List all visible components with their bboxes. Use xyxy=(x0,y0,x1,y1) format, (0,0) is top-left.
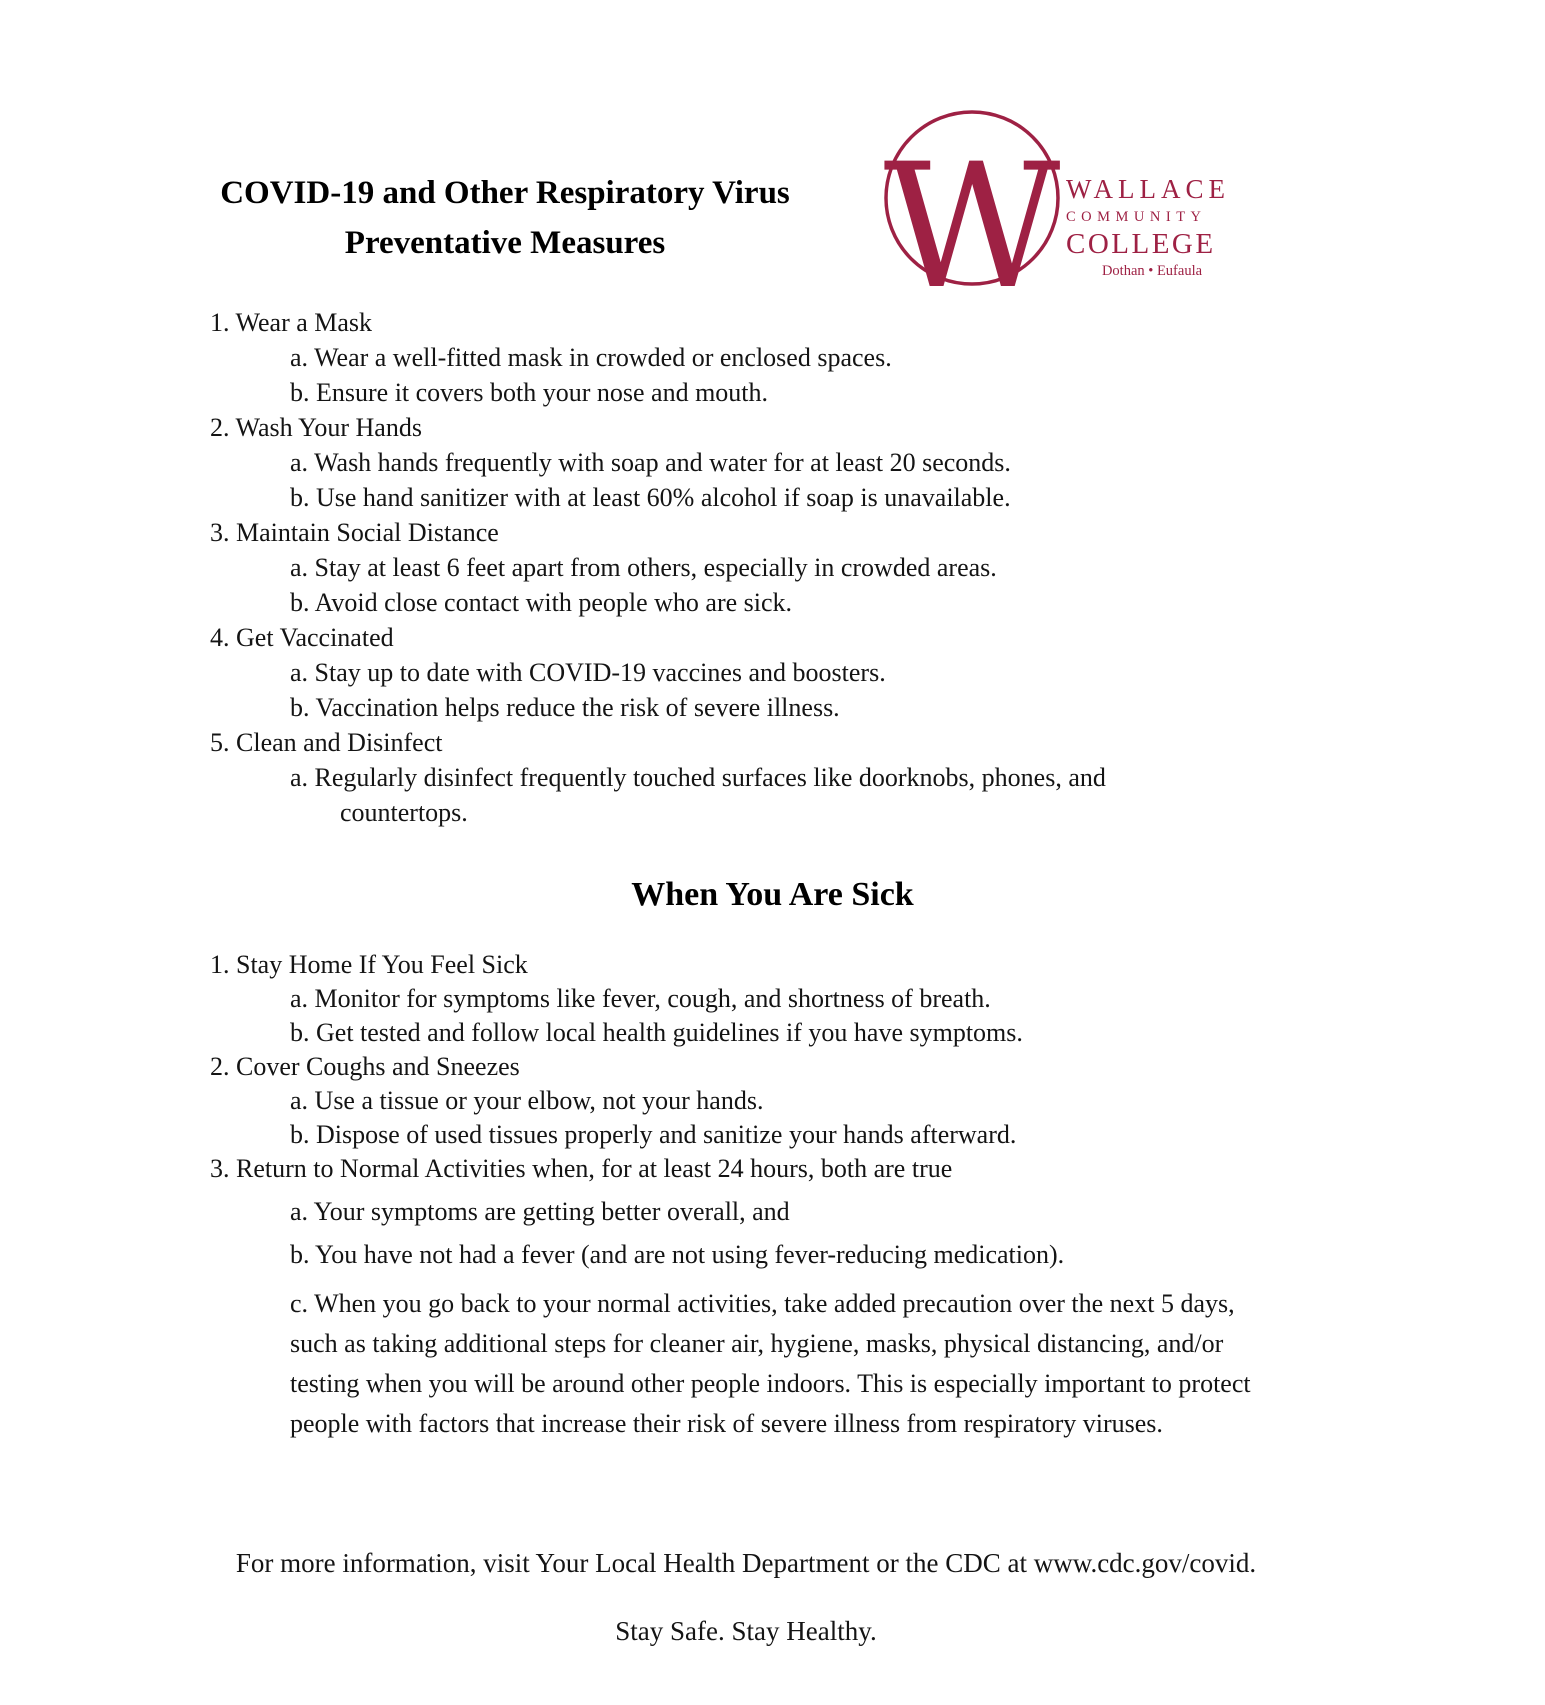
list-item: b. Dispose of used tissues properly and sanitize your hands afterward. xyxy=(290,1120,1017,1149)
list-item: 3. Maintain Social Distance xyxy=(210,518,499,547)
list-item: b. Ensure it covers both your nose and mouth. xyxy=(290,378,769,407)
logo-w-monogram-icon xyxy=(872,100,1072,327)
footer-info-text: For more information, visit Your Local Health Department or the CDC at www.cdc.gov/covid. xyxy=(235,1548,1257,1578)
list-item: a. Wear a well-fitted mask in crowded or enclosed spaces. xyxy=(290,343,892,372)
college-name-line3: COLLEGE xyxy=(1066,228,1216,260)
list-item: b. Get tested and follow local health guidelines if you have symptoms. xyxy=(290,1018,1023,1047)
list-item: a. Stay at least 6 feet apart from others, especially in crowded areas. xyxy=(290,553,997,582)
page-title-line2: Preventative Measures xyxy=(344,225,666,261)
college-logo xyxy=(872,100,1332,327)
college-wordmark xyxy=(1066,174,1248,280)
logo-monogram-letter: W xyxy=(883,126,1061,327)
list-item: a. Use a tissue or your elbow, not your hands. xyxy=(290,1086,764,1115)
list-item: b. Avoid close contact with people who are sick. xyxy=(290,588,793,617)
list-item: 4. Get Vaccinated xyxy=(210,623,394,652)
when-you-are-sick-list xyxy=(0,948,1545,1444)
footer-tagline-text: Stay Safe. Stay Healthy. xyxy=(615,1616,877,1646)
list-item: a. Regularly disinfect frequently touched surfaces like doorknobs, phones, and xyxy=(290,763,1106,792)
list-item: c. When you go back to your normal activities, take added precaution over the next 5 days, such as taking additional steps for cleaner air, hygiene, masks, physical distancing, and/or testing when you will be around other people indoors. This is especially important to protect people with factors that increase their risk of severe illness from respiratory viruses. xyxy=(290,1289,1251,1438)
section-heading-when-you-are-sick: When You Are Sick xyxy=(631,876,914,913)
list-item: 3. Return to Normal Activities when, for at least 24 hours, both are true xyxy=(210,1154,953,1183)
page-title-line1: COVID-19 and Other Respiratory Virus xyxy=(220,175,790,211)
list-item: 1. Stay Home If You Feel Sick xyxy=(210,950,528,979)
list-item: 2. Cover Coughs and Sneezes xyxy=(210,1052,520,1081)
list-item: a. Stay up to date with COVID-19 vaccines and boosters. xyxy=(290,658,886,687)
page-title xyxy=(150,168,860,268)
list-item: a. Your symptoms are getting better overall, and xyxy=(290,1197,790,1226)
college-locations: Dothan • Eufaula xyxy=(1101,263,1203,279)
list-item: 1. Wear a Mask xyxy=(210,308,373,337)
list-item: b. You have not had a fever (and are not using fever-reducing medication). xyxy=(290,1240,1065,1269)
college-name-line1: WALLACE xyxy=(1066,174,1230,204)
list-item: a. Wash hands frequently with soap and water for at least 20 seconds. xyxy=(290,448,1011,477)
preventative-measures-list xyxy=(0,305,1545,830)
list-item: 5. Clean and Disinfect xyxy=(210,728,443,757)
list-item: a. Monitor for symptoms like fever, cough, and shortness of breath. xyxy=(290,984,991,1013)
college-name-line2: COMMUNITY xyxy=(1066,209,1207,225)
list-item: b. Use hand sanitizer with at least 60% alcohol if soap is unavailable. xyxy=(290,483,1011,512)
list-item: b. Vaccination helps reduce the risk of severe illness. xyxy=(290,693,840,722)
list-item: countertops. xyxy=(340,798,468,827)
list-item: 2. Wash Your Hands xyxy=(210,413,422,442)
